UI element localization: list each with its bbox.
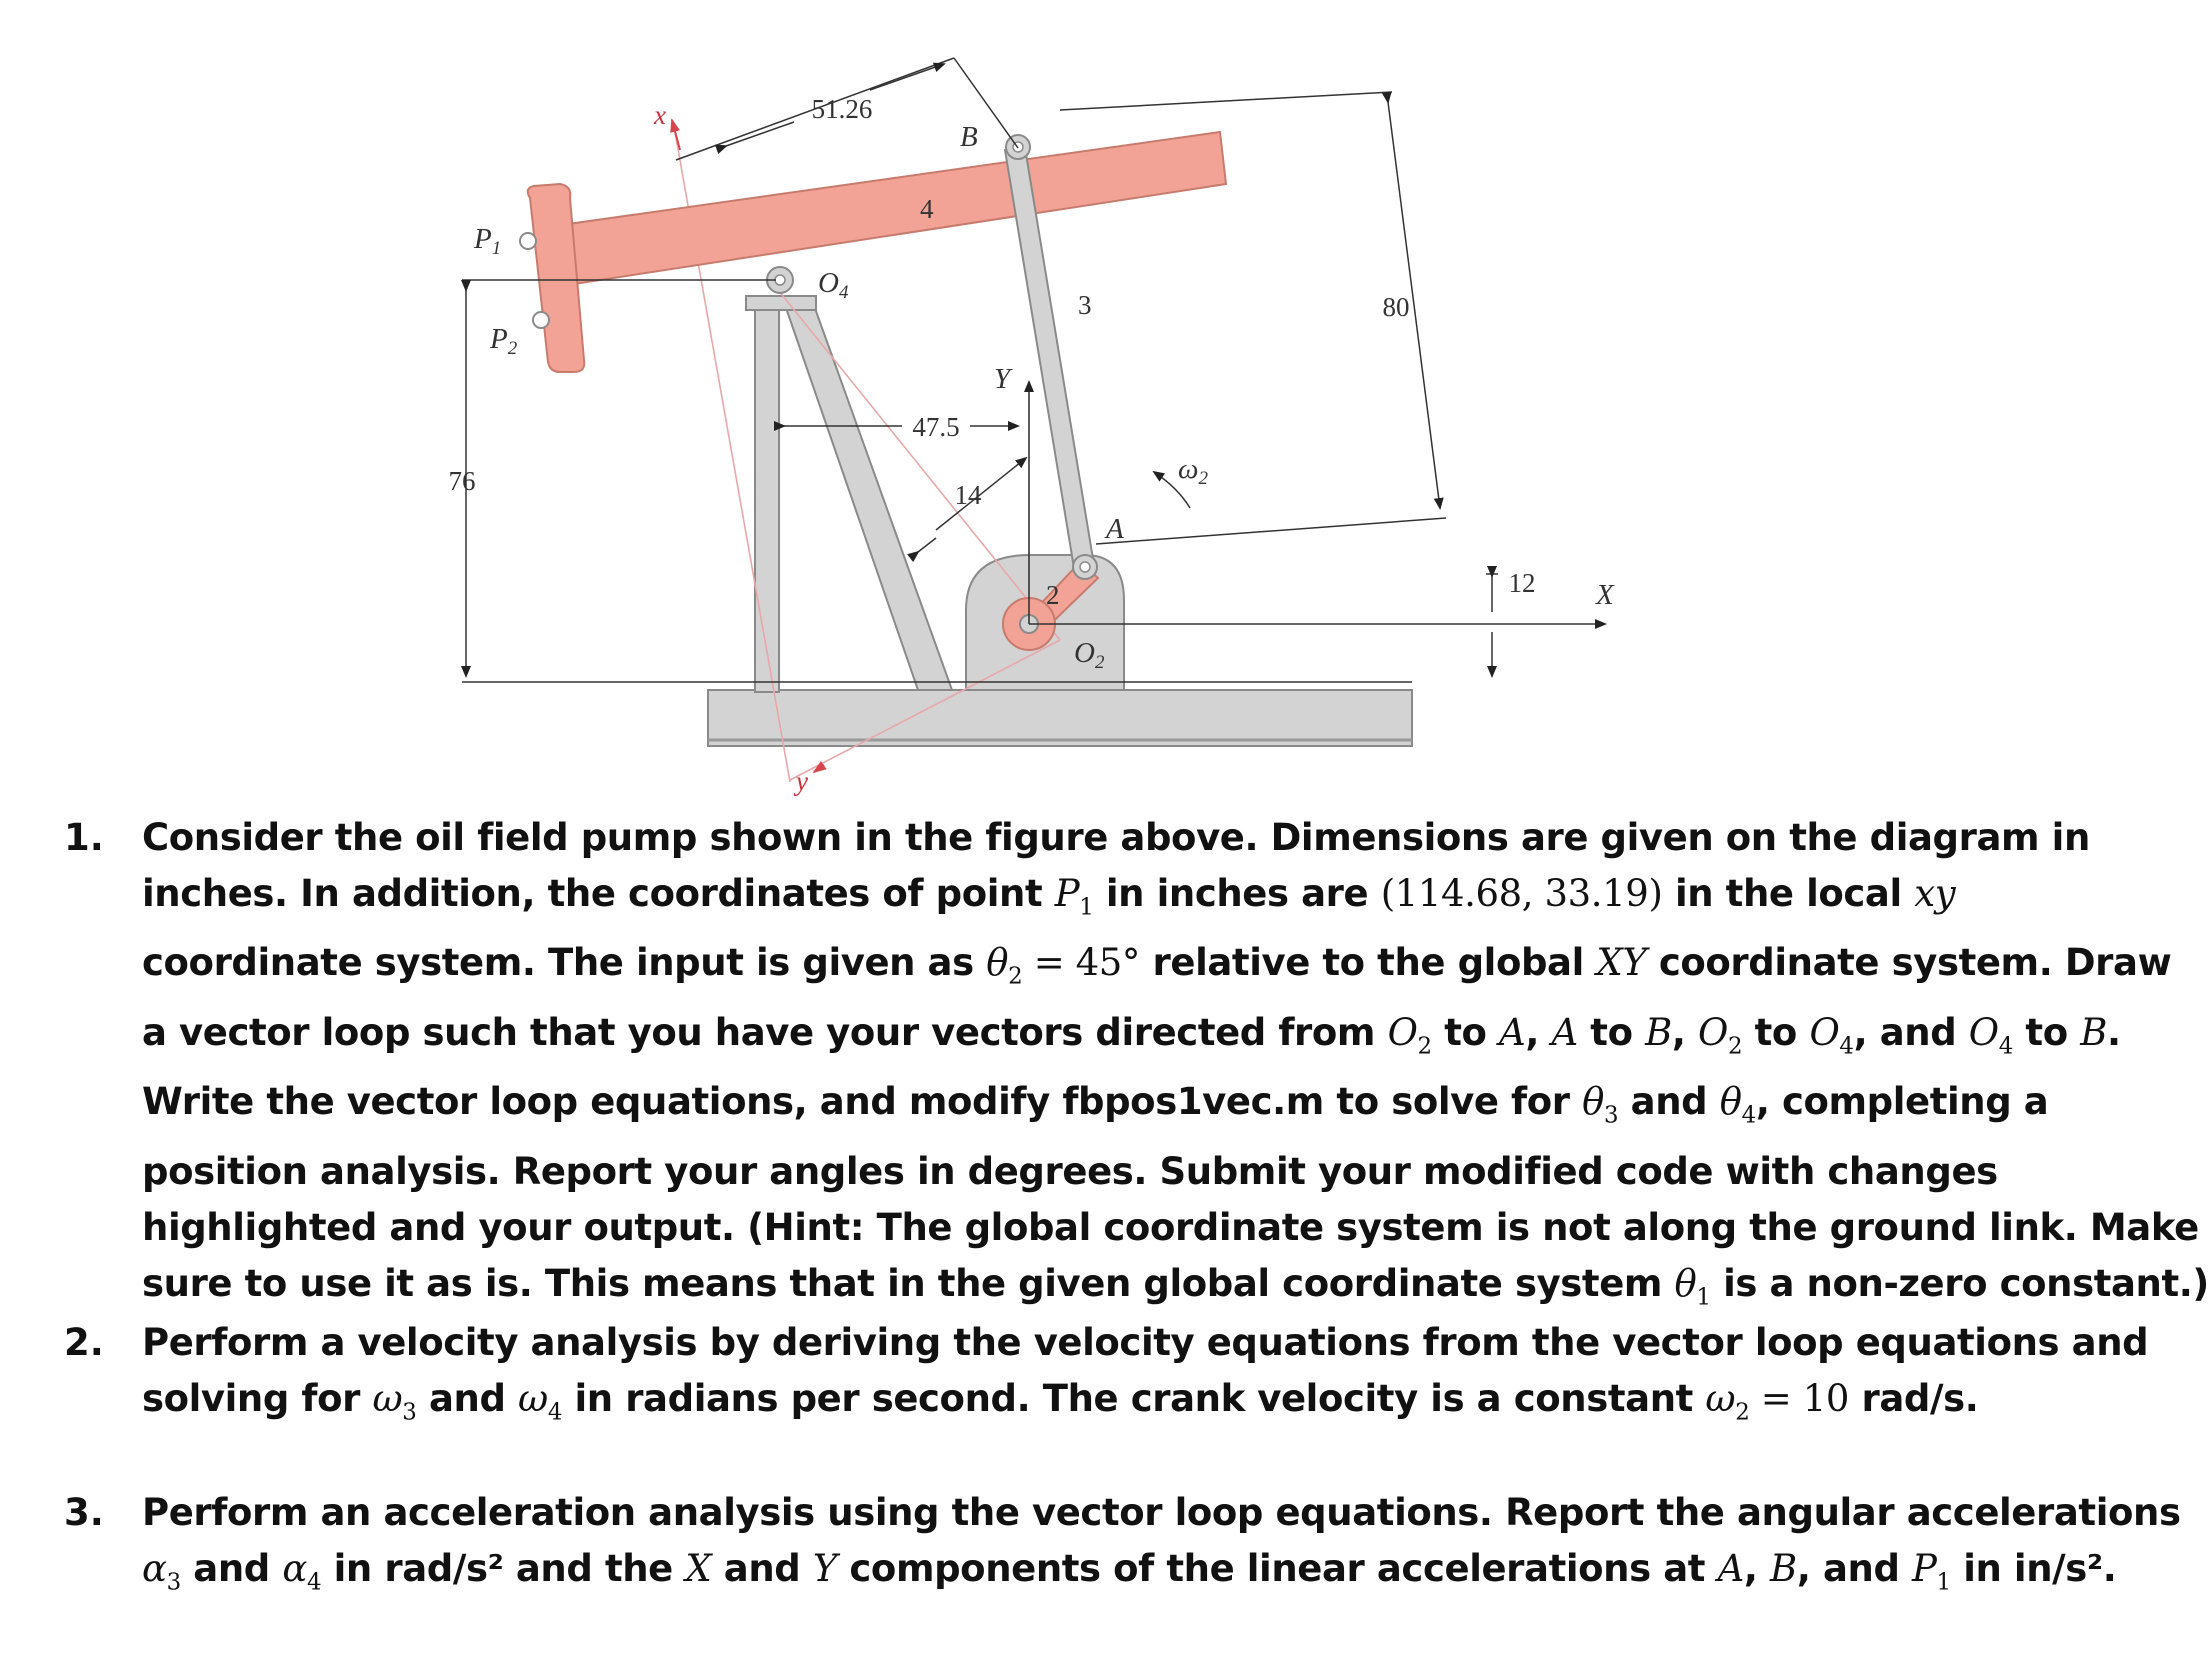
support-column [746, 296, 952, 692]
dim-80: 80 [1382, 292, 1410, 322]
question-text: Consider the oil field pump shown in the figure above. Dimensions are given on the diagram in inches. In addition, the coordinates of point $P_1$ in inches are (114.68, 33.19) in the local xy coordinate system. The input is given as $\theta_2 = 45^\circ$ relative to the global XY coordinate system. Draw a vector loop such that you have your vectors directed from $O_2$ to A, A to B, $O_2$ to $O_4$, and $O_4$ to B. Write the vector loop equations, and modify fbpos1vec.m to solve for $\theta_3$ and $\theta_4$, completing a position analysis. Report your angles in degrees. Submit your modified code with changes highlighted and your output. (Hint: The global coordinate system is not along the ground link. Make sure to use it as is. This means that in the given global coordinate system $\theta_1$ is a non-zero constant.) [142, 816, 2209, 1310]
pump-diagram [0, 0, 2046, 796]
label-a: A [1106, 513, 1124, 545]
label-o2: $O_2$ [1074, 637, 1105, 673]
label-p1: $P_1$ [474, 223, 502, 259]
dim-51-26: 51.26 [811, 94, 873, 124]
label-link-3: 3 [1078, 290, 1092, 320]
label-global-y: Y [994, 363, 1011, 395]
base-platform [708, 690, 1412, 746]
question-text: Perform an acceleration analysis using the vector loop equations. Report the angular accelerations $\alpha_3$ and $\alpha_4$ in rad/s² and the X and Y components of the linear accelerations at A, B, and $P_1$ in in/s². [142, 1491, 2181, 1596]
dim-47-5: 47.5 [912, 412, 960, 442]
walking-beam [528, 132, 1226, 372]
label-b: B [960, 121, 978, 153]
label-global-x: X [1596, 579, 1614, 611]
question-number: 2. [64, 1321, 104, 1364]
question-number: 1. [64, 816, 104, 859]
label-local-x: x [654, 100, 666, 130]
dim-12: 12 [1508, 568, 1536, 598]
dim-76: 76 [448, 466, 476, 496]
question-number: 3. [64, 1491, 104, 1534]
label-link-2: 2 [1046, 580, 1060, 610]
dim-14: 14 [954, 480, 982, 510]
label-omega2: $\omega_2$ [1178, 453, 1208, 489]
label-o4: $O_4$ [818, 267, 849, 303]
label-p2: $P_2$ [490, 323, 518, 359]
label-link-4: 4 [920, 194, 934, 224]
question-text: Perform a velocity analysis by deriving the velocity equations from the vector loop equations and solving for $\omega_3$ and $\omega_4$ in radians per second. The crank velocity is a constant $\omega_2 = 10$ rad/s. [142, 1321, 2149, 1426]
label-local-y: y [796, 766, 808, 796]
